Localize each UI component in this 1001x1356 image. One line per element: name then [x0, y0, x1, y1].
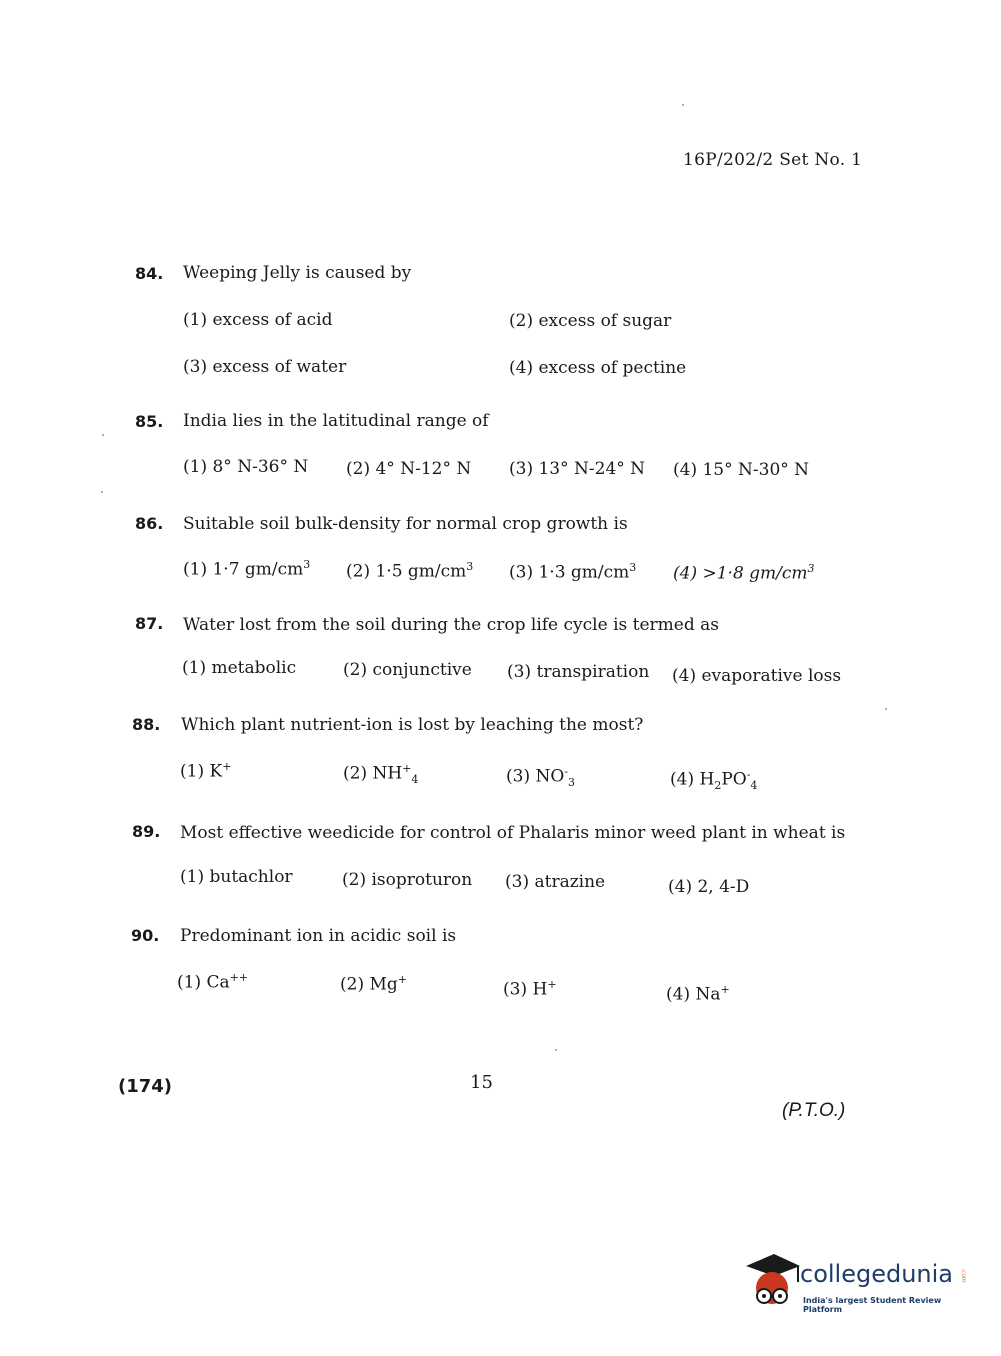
option: (4) Na+	[666, 983, 730, 1005]
question-text: Predominant ion in acidic soil is	[180, 926, 457, 946]
pto-note: (P.T.O.)	[782, 1100, 846, 1121]
scan-speck	[682, 104, 684, 106]
question-text: Water lost from the soil during the crop life cycle is termed as	[183, 615, 719, 635]
brand-tagline: India's largest Student Review Platform	[803, 1296, 942, 1314]
option: (2) $NH^+_4$	[343, 762, 419, 787]
option: (4) $H_2PO^-_4$	[670, 768, 758, 793]
question-text: Most effective weedicide for control of Phalaris minor weed plant in wheat is	[180, 823, 846, 843]
option: (1) metabolic	[182, 658, 297, 678]
page-number: 15	[470, 1072, 493, 1093]
collegedunia-logo	[742, 1250, 970, 1316]
scan-speck	[555, 1049, 557, 1051]
option: (2) Mg+	[340, 973, 407, 995]
question-number: 89.	[132, 822, 161, 841]
scan-speck	[885, 708, 887, 710]
question-number: 85.	[135, 412, 164, 431]
question-text: Which plant nutrient-ion is lost by leaching the most?	[181, 715, 644, 735]
option: (4) 15° N-30° N	[673, 460, 810, 480]
set-number: 16P/202/2 Set No. 1	[683, 150, 863, 170]
question-number: 90.	[131, 926, 160, 945]
option: (1) excess of acid	[183, 310, 333, 330]
option: (1) 8° N-36° N	[183, 457, 309, 477]
option: (3) 1·3 $gm/cm^3$	[509, 561, 637, 583]
question-text: Weeping Jelly is caused by	[183, 263, 412, 283]
option: (3) 13° N-24° N	[509, 459, 646, 479]
question-text: India lies in the latitudinal range of	[183, 411, 489, 431]
option: (1) butachlor	[180, 867, 293, 887]
option: (4) excess of pectine	[509, 358, 687, 378]
paper-code: (174)	[118, 1076, 173, 1097]
option: (3) excess of water	[183, 357, 347, 377]
option: (1) K+	[180, 760, 232, 782]
option: (2) isoproturon	[342, 870, 473, 890]
option: (3) H+	[503, 978, 557, 1000]
option: (2) conjunctive	[343, 660, 472, 680]
question-number: 84.	[135, 264, 164, 283]
scan-speck	[102, 434, 104, 436]
option: (4) 2, 4-D	[668, 877, 750, 897]
graduate-mascot-icon	[742, 1250, 802, 1316]
option: (1) Ca++	[177, 971, 249, 993]
brand-com: .com	[960, 1268, 967, 1283]
question-number: 86.	[135, 514, 164, 533]
option: (1) 1·7 $gm/cm^3$	[183, 558, 311, 580]
option: (3) transpiration	[507, 662, 650, 682]
option: (2) excess of sugar	[509, 311, 672, 331]
option: (2) 4° N-12° N	[346, 459, 472, 479]
question-number: 87.	[135, 614, 164, 633]
option: (2) 1·5 $gm/cm^3$	[346, 560, 474, 582]
scan-speck	[101, 491, 103, 493]
option: (4) >1·8 $gm/cm^3$	[673, 562, 815, 584]
brand-name: collegedunia	[800, 1260, 954, 1288]
question-number: 88.	[132, 715, 161, 734]
option: (3) $NO^-_3$	[506, 765, 576, 790]
question-text: Suitable soil bulk-density for normal crop growth is	[183, 514, 628, 534]
option: (3) atrazine	[505, 872, 606, 892]
option: (4) evaporative loss	[672, 666, 842, 686]
